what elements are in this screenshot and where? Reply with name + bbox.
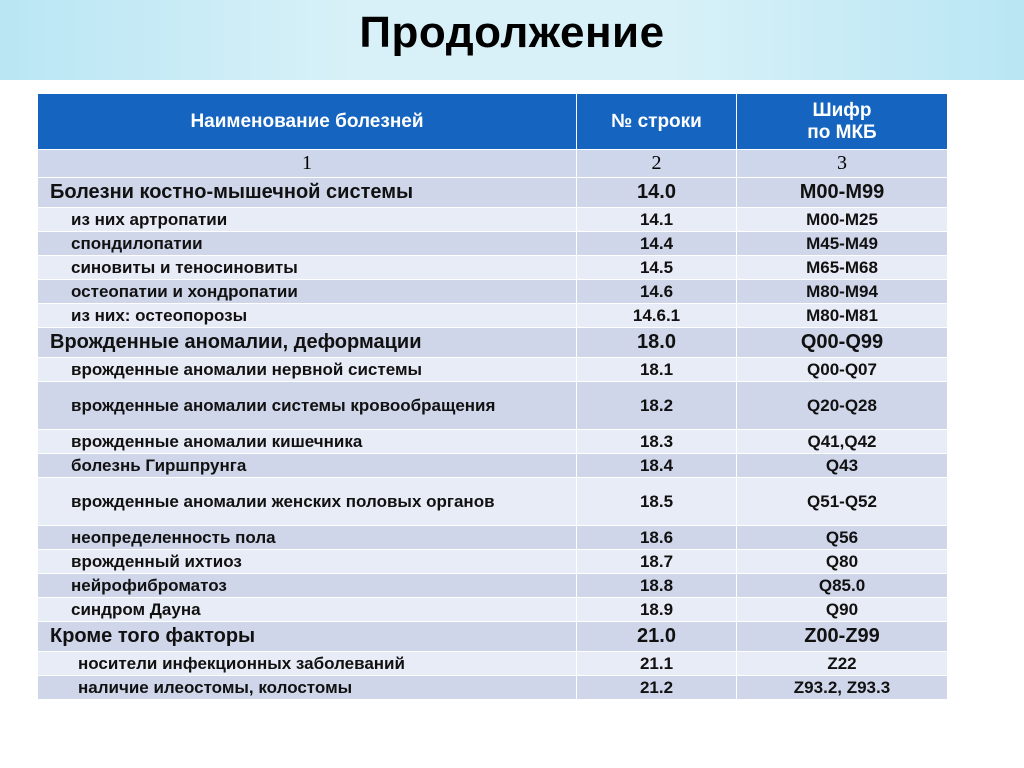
- table-row: [38, 256, 948, 280]
- table-row: [38, 622, 948, 652]
- table-row: [38, 478, 948, 526]
- line-number: 18.3: [577, 430, 737, 454]
- line-number: 18.4: [577, 454, 737, 478]
- table-row: [38, 208, 948, 232]
- table-row: [38, 328, 948, 358]
- disease-name: врожденные аномалии кишечника: [38, 430, 577, 454]
- table-row: [38, 358, 948, 382]
- icd-table: [37, 93, 948, 700]
- line-number: 18.8: [577, 574, 737, 598]
- icd-code: Q85.0: [737, 574, 948, 598]
- disease-name: из них артропатии: [38, 208, 577, 232]
- line-number: 18.0: [577, 328, 737, 358]
- table-row: [38, 178, 948, 208]
- icd-code: Q00-Q99: [737, 328, 948, 358]
- table-row: [38, 550, 948, 574]
- table-row: [38, 304, 948, 328]
- line-number: 18.2: [577, 382, 737, 430]
- disease-name: болезнь Гиршпрунга: [38, 454, 577, 478]
- disease-name: Болезни костно-мышечной системы: [38, 178, 577, 208]
- table-row: [38, 652, 948, 676]
- icd-code: Q51-Q52: [737, 478, 948, 526]
- line-number: 14.4: [577, 232, 737, 256]
- disease-name: из них: остеопорозы: [38, 304, 577, 328]
- icd-code: Q43: [737, 454, 948, 478]
- table-row: [38, 574, 948, 598]
- line-number: 18.5: [577, 478, 737, 526]
- table-row: [38, 232, 948, 256]
- icd-code: Q90: [737, 598, 948, 622]
- line-number: 14.6: [577, 280, 737, 304]
- disease-name: синдром Дауна: [38, 598, 577, 622]
- icd-code: Q00-Q07: [737, 358, 948, 382]
- line-number: 14.0: [577, 178, 737, 208]
- disease-name: синовиты и теносиновиты: [38, 256, 577, 280]
- column-number: 2: [577, 150, 737, 178]
- icd-code: Z93.2, Z93.3: [737, 676, 948, 700]
- disease-name: спондилопатии: [38, 232, 577, 256]
- icd-code: M00-M99: [737, 178, 948, 208]
- icd-code: Q56: [737, 526, 948, 550]
- table-row: [38, 382, 948, 430]
- column-number-row: [38, 150, 948, 178]
- icd-code: M00-M25: [737, 208, 948, 232]
- line-number: 14.1: [577, 208, 737, 232]
- icd-code: M80-M81: [737, 304, 948, 328]
- table-row: [38, 454, 948, 478]
- disease-name: врожденные аномалии нервной системы: [38, 358, 577, 382]
- table-row: [38, 526, 948, 550]
- header-line-number: № строки: [577, 94, 737, 150]
- line-number: 14.5: [577, 256, 737, 280]
- line-number: 18.9: [577, 598, 737, 622]
- line-number: 21.2: [577, 676, 737, 700]
- line-number: 18.7: [577, 550, 737, 574]
- icd-code: Q20-Q28: [737, 382, 948, 430]
- icd-code: Z00-Z99: [737, 622, 948, 652]
- column-number: 1: [38, 150, 577, 178]
- line-number: 18.6: [577, 526, 737, 550]
- disease-name: врожденные аномалии женских половых органов: [38, 478, 577, 526]
- icd-code: M65-M68: [737, 256, 948, 280]
- table-row: [38, 280, 948, 304]
- table-row: [38, 676, 948, 700]
- disease-name: врожденные аномалии системы кровообращения: [38, 382, 577, 430]
- disease-name: наличие илеостомы, колостомы: [38, 676, 577, 700]
- header-disease-name: Наименование болезней: [38, 94, 577, 150]
- table-row: [38, 598, 948, 622]
- icd-code: M80-M94: [737, 280, 948, 304]
- disease-name: носители инфекционных заболеваний: [38, 652, 577, 676]
- disease-name: Кроме того факторы: [38, 622, 577, 652]
- icd-code: Q80: [737, 550, 948, 574]
- icd-code: Q41,Q42: [737, 430, 948, 454]
- disease-name: врожденный ихтиоз: [38, 550, 577, 574]
- table-row: [38, 430, 948, 454]
- line-number: 18.1: [577, 358, 737, 382]
- column-number: 3: [737, 150, 948, 178]
- icd-code: M45-M49: [737, 232, 948, 256]
- line-number: 14.6.1: [577, 304, 737, 328]
- icd-code: Z22: [737, 652, 948, 676]
- disease-name: нейрофиброматоз: [38, 574, 577, 598]
- disease-name: неопределенность пола: [38, 526, 577, 550]
- slide-title: Продолжение: [359, 8, 665, 57]
- header-icd-cipher: Шифр по МКБ: [737, 94, 948, 150]
- disease-name: Врожденные аномалии, деформации: [38, 328, 577, 358]
- line-number: 21.1: [577, 652, 737, 676]
- disease-name: остеопатии и хондропатии: [38, 280, 577, 304]
- line-number: 21.0: [577, 622, 737, 652]
- header-row: [38, 94, 948, 150]
